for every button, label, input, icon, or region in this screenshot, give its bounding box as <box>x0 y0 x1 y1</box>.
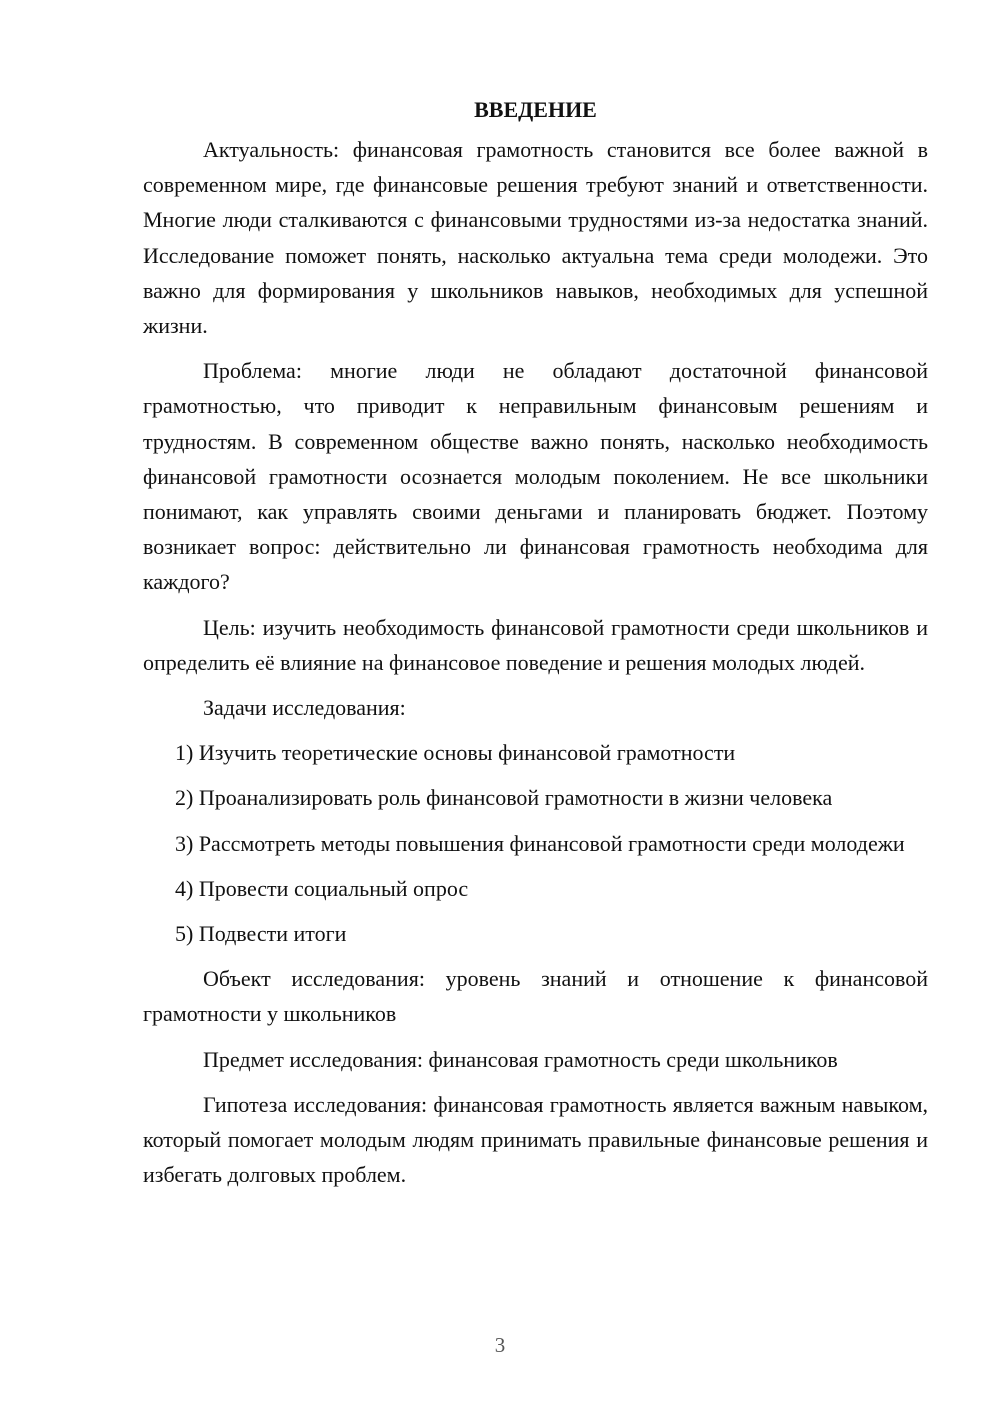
relevance-paragraph: Актуальность: финансовая грамотность становится все более важной в современном мире, где финансовые решения требуют знаний и ответственности. Многие люди сталкиваются с финансовыми трудностями из-за недостатка знаний. Исследование поможет понять, насколько актуальна тема среди молодежи. Это важно для формирования у школьников навыков, необходимых для успешной жизни. <box>143 137 928 339</box>
problem-paragraph: Проблема: многие люди не обладают достаточной финансовой грамотностью, что приводит к неправильным финансовым решениям и трудностям. В современном обществе важно понять, насколько необходимость финансовой грамотности осознается молодым поколением. Не все школьники понимают, как управлять своими деньгами и планировать бюджет. Поэтому возникает вопрос: действительно ли финансовая грамотность необходима для каждого? <box>143 358 928 595</box>
page-heading: ВВЕДЕНИЕ <box>474 97 597 122</box>
task-item-1: 1) Изучить теоретические основы финансовой грамотности <box>175 740 736 766</box>
goal-paragraph: Цель: изучить необходимость финансовой грамотности среди школьников и определить её влияние на финансовое поведение и решения молодых людей. <box>143 614 928 675</box>
task-item-5: 5) Подвести итоги <box>175 921 347 947</box>
task-item-3: 3) Рассмотреть методы повышения финансовой грамотности среди молодежи <box>175 830 905 856</box>
page-number: 3 <box>494 1333 506 1357</box>
task-item-4: 4) Провести социальный опрос <box>175 875 469 901</box>
object-paragraph: Объект исследования: уровень знаний и отношение к финансовой грамотности у школьников <box>143 966 928 1027</box>
hypothesis-paragraph: Гипотеза исследования: финансовая грамотность является важным навыком, который помогает молодым людям принимать правильные финансовые решения и избегать долговых проблем. <box>143 1091 928 1188</box>
task-item-2: 2) Проанализировать роль финансовой грамотности в жизни человека <box>175 785 833 811</box>
tasks-title: Задачи исследования: <box>203 695 406 721</box>
document-page <box>143 92 928 1202</box>
subject-paragraph: Предмет исследования: финансовая грамотность среди школьников <box>203 1046 838 1072</box>
